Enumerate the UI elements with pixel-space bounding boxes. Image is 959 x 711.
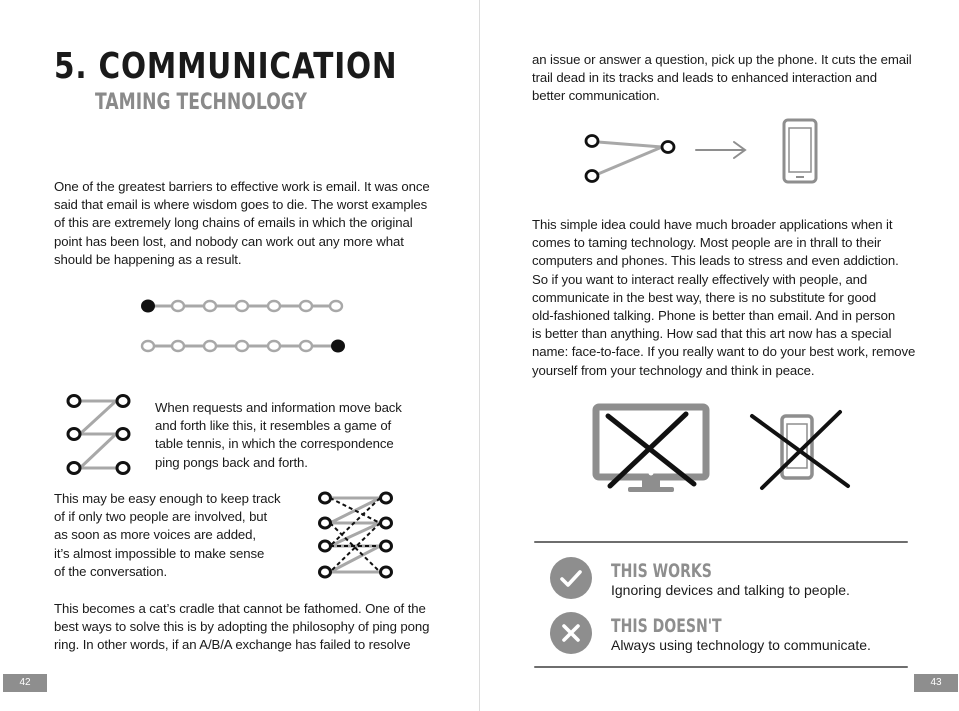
page-number-right: 43: [914, 674, 958, 692]
this-doesnt-heading: THIS DOESN'T: [611, 615, 722, 637]
summary-bottom-divider: [534, 666, 908, 668]
phone-icon: [784, 120, 816, 182]
chapter-subtitle: TAMING TECHNOLOGY: [95, 90, 307, 115]
this-works-text: Ignoring devices and talking to people.: [611, 582, 850, 598]
check-badge: [550, 557, 592, 599]
many-voices-paragraph: This may be easy enough to keep track of if only two people are involved, but as soon as more voices are added, it’s almost impossible to make sense of the conversation.: [54, 491, 281, 579]
book-gutter: [479, 0, 480, 711]
check-icon: [550, 557, 592, 599]
intro-paragraph: One of the greatest barriers to effective work is email. It was once said that email is where wisdom goes to die. The worst examples of this are extremely long chains of emails in which the original point has been lost, and nobody can work out any more what should be happening as a result.: [54, 179, 430, 267]
page-number-left: 42: [3, 674, 47, 692]
cats-cradle-paragraph: This becomes a cat’s cradle that cannot be fathomed. One of the best ways to solve this is by adopting the philosophy of ping pong ring. In other words, if an A/B/A exchange has failed to resolve: [54, 601, 430, 653]
chapter-title: 5. COMMUNICATION: [54, 46, 398, 87]
ping-pong-paragraph: When requests and information move back and forth like this, it resembles a game of table tennis, in which the correspondence ping pongs back and forth.: [155, 400, 402, 470]
crossed-out-devices-illustration: [590, 402, 852, 498]
this-works-heading: THIS WORKS: [611, 560, 712, 582]
cats-cradle-illustration: [316, 490, 398, 582]
cross-badge: [550, 612, 592, 654]
email-to-phone-illustration: [580, 116, 822, 188]
email-chain-illustration: [138, 296, 350, 356]
arrow-icon: [696, 142, 745, 158]
ping-pong-illustration: [64, 392, 136, 476]
continued-paragraph: an issue or answer a question, pick up the phone. It cuts the email trail dead in its tracks and leads to enhanced interaction and better communication.: [532, 52, 912, 104]
cross-icon: [550, 612, 592, 654]
summary-top-divider: [534, 541, 908, 543]
broader-paragraph: This simple idea could have much broader applications when it comes to taming technology. Most people are in thrall to their computers and phones. This leads to stress and even addiction. So if you want to interact really effectively with people, and communicate in the best way, there is no substitute for good old-fashioned talking. Phone is better than email. And in person is better than anything. How sad that this art now has a special name: face-to-face. If you really want to do your best work, remove yourself from your technology and think in peace.: [532, 217, 916, 378]
this-doesnt-text: Always using technology to communicate.: [611, 637, 871, 653]
